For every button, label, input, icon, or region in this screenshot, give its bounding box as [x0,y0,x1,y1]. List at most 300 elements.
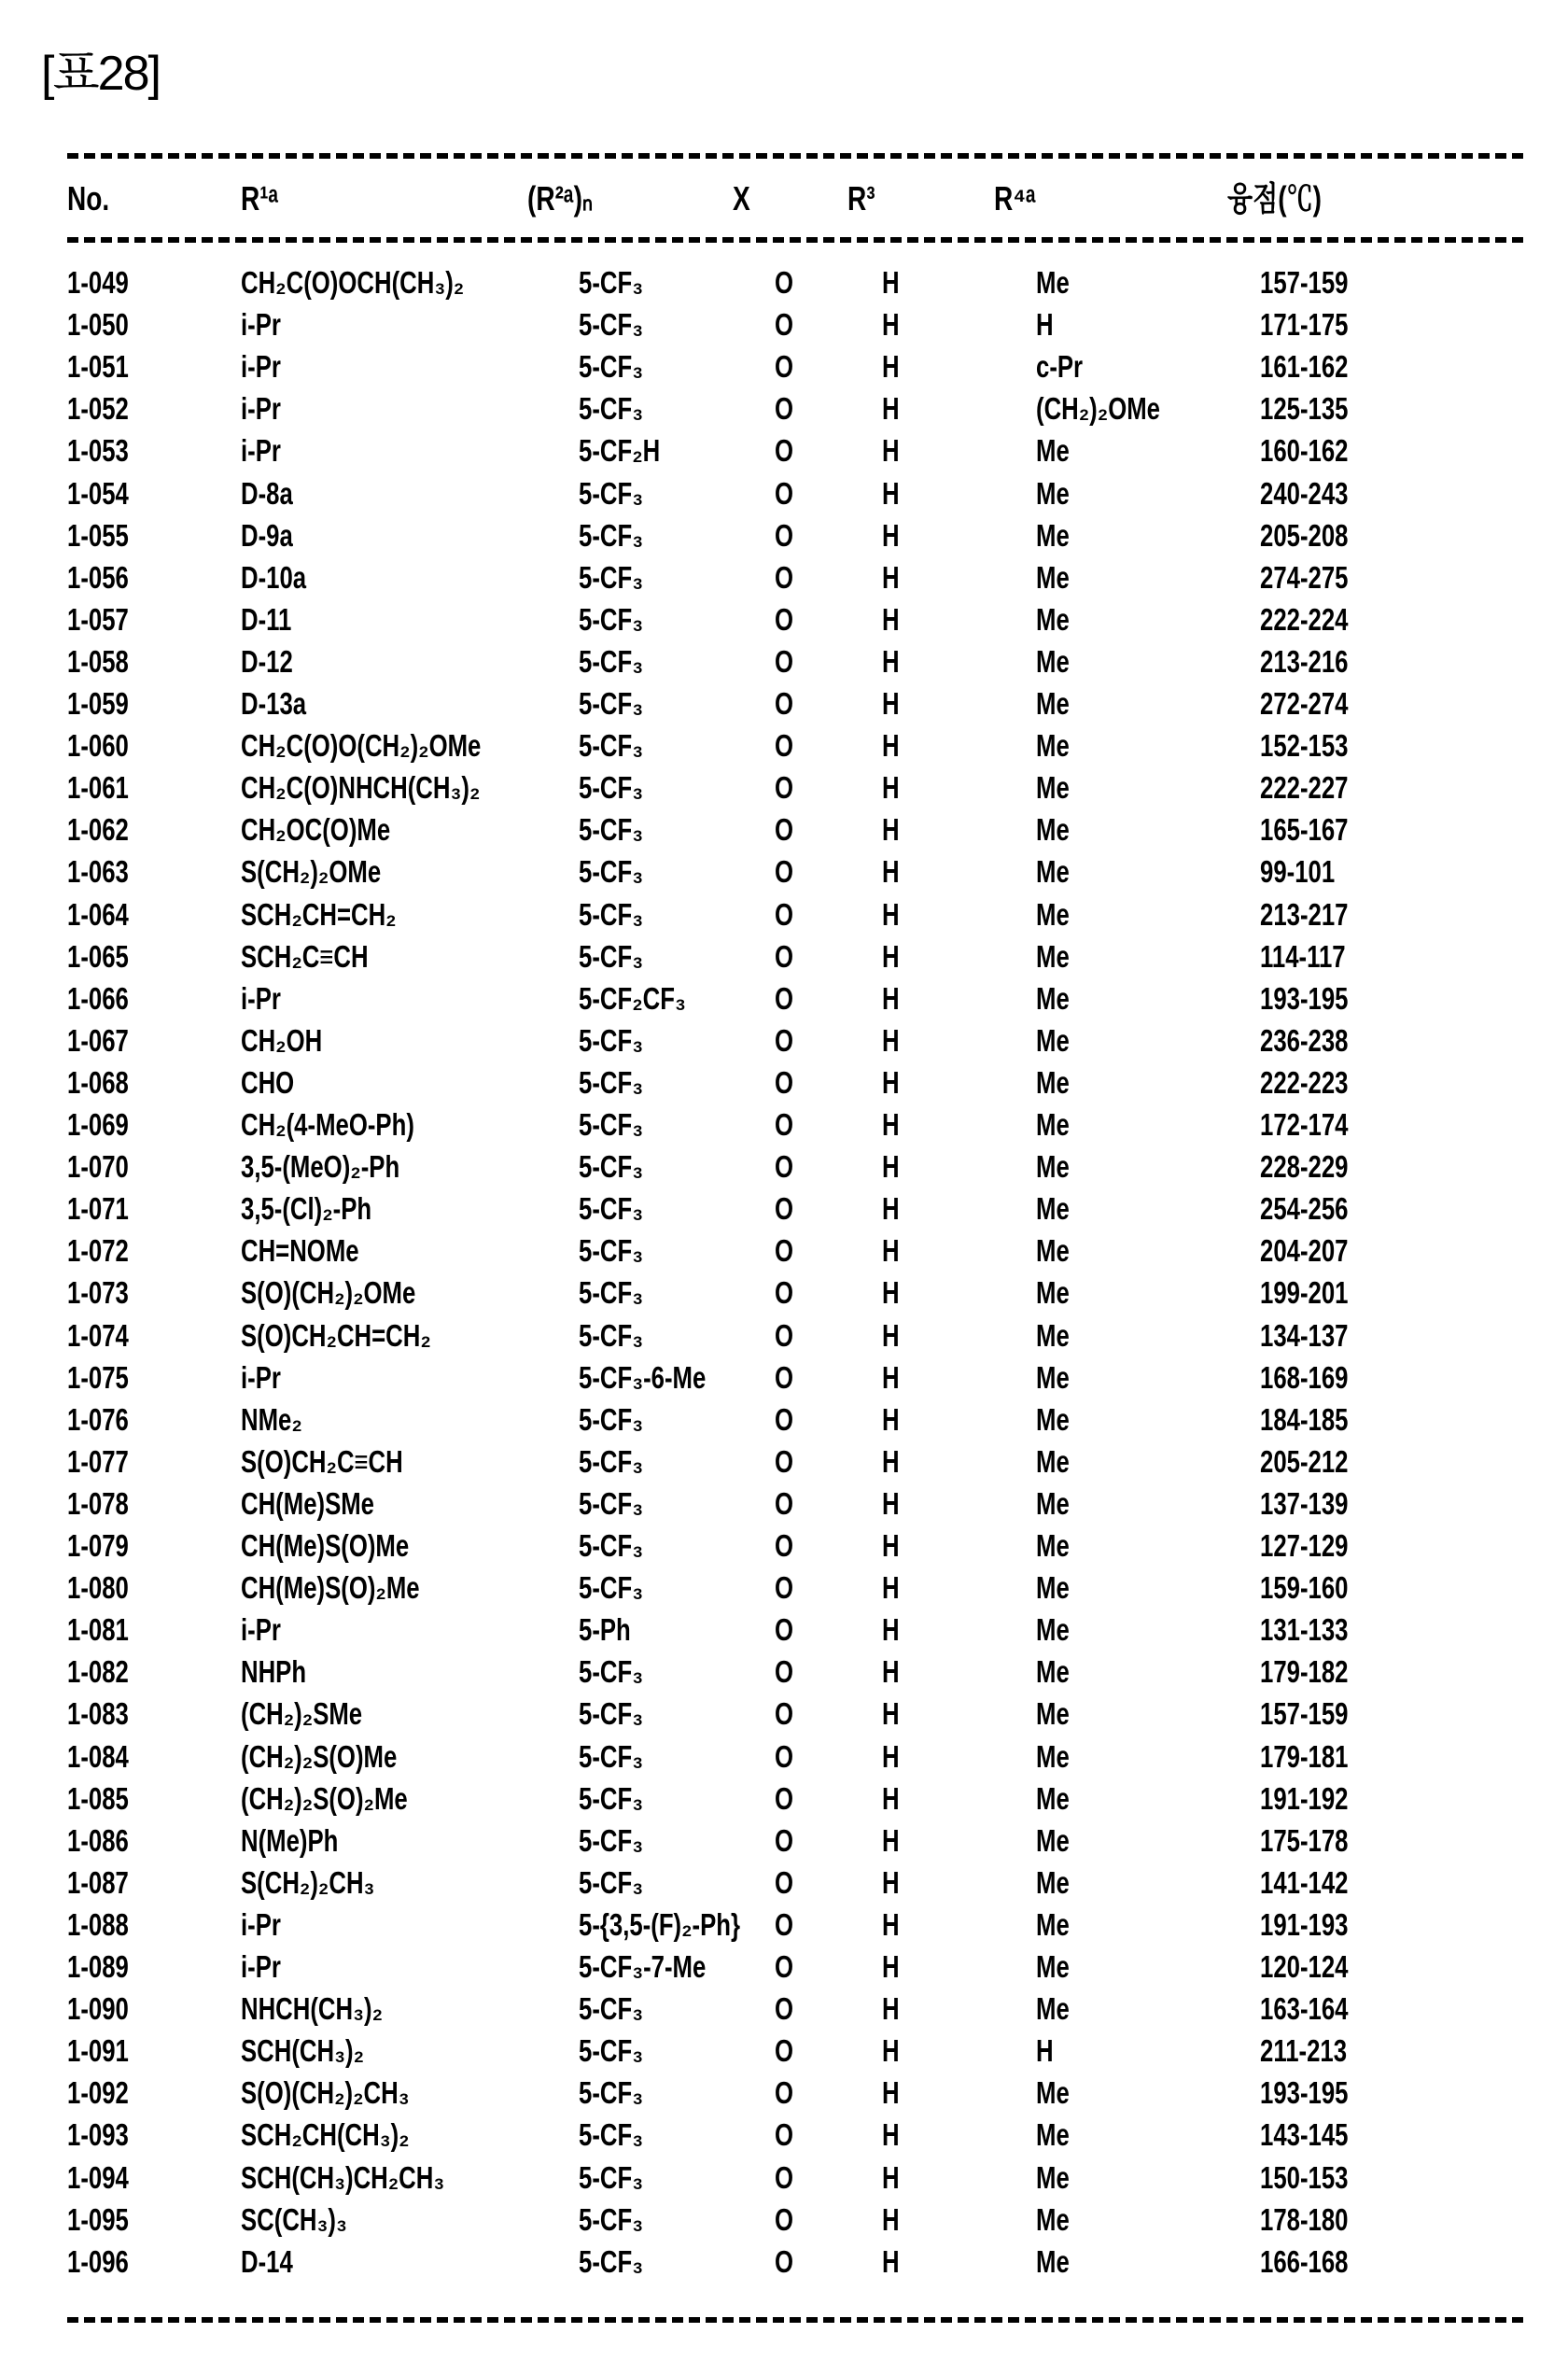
cell-melting-point: 166-168 [1260,2241,1348,2283]
cell-r3: H [882,1272,900,1314]
cell-no: 1-080 [67,1567,129,1609]
cell-r4a: Me [1036,1145,1070,1188]
cell-x: O [775,640,793,682]
cell-r3: H [882,1483,900,1525]
cell-x: O [775,303,793,345]
cell-r3: H [882,1778,900,1820]
cell-no: 1-069 [67,1103,129,1145]
cell-r2a: 5-CF₃ [579,2241,643,2283]
cell-r2a: 5-CF₃ [579,1230,643,1272]
cell-r2a: 5-CF₃ [579,1061,643,1103]
cell-r1a: D-14 [241,2241,293,2283]
table-row [0,2157,1568,2199]
cell-r3: H [882,1356,900,1398]
cell-no: 1-085 [67,1778,129,1820]
cell-x: O [775,2241,793,2283]
cell-r2a: 5-CF₃ [579,1693,643,1735]
cell-r4a: Me [1036,640,1070,682]
cell-x: O [775,598,793,640]
table-row [0,893,1568,935]
cell-r2a: 5-CF₃ [579,2072,643,2114]
cell-no: 1-083 [67,1693,129,1735]
cell-melting-point: 222-227 [1260,766,1348,808]
cell-r4a: Me [1036,1272,1070,1314]
cell-r3: H [882,1609,900,1651]
cell-r3: H [882,1862,900,1904]
cell-r4a: Me [1036,598,1070,640]
cell-melting-point: 137-139 [1260,1483,1348,1525]
cell-no: 1-058 [67,640,129,682]
table-row [0,1736,1568,1778]
cell-r1a: D-9a [241,514,293,556]
cell-r1a: (CH₂)₂SMe [241,1693,362,1735]
cell-x: O [775,2199,793,2241]
table-row [0,1061,1568,1103]
cell-melting-point: 161-162 [1260,345,1348,387]
cell-x: O [775,935,793,977]
cell-melting-point: 165-167 [1260,808,1348,850]
cell-r2a: 5-CF₃ [579,682,643,724]
cell-r2a: 5-CF₂CF₃ [579,977,686,1019]
cell-no: 1-057 [67,598,129,640]
cell-r3: H [882,429,900,471]
cell-r1a: CH₂(4-MeO-Ph) [241,1103,414,1145]
cell-r4a: Me [1036,682,1070,724]
cell-r2a: 5-CF₃ [579,724,643,766]
cell-x: O [775,1061,793,1103]
cell-r4a: Me [1036,2157,1070,2199]
cell-r2a: 5-CF₃ [579,1398,643,1440]
cell-melting-point: 157-159 [1260,261,1348,303]
header-r3: R³ [847,177,875,219]
cell-r4a: Me [1036,2199,1070,2241]
table-row [0,1440,1568,1483]
cell-melting-point: 120-124 [1260,1946,1348,1988]
table-row [0,1272,1568,1314]
cell-no: 1-091 [67,2030,129,2072]
table-row [0,429,1568,471]
cell-no: 1-094 [67,2157,129,2199]
cell-r4a: Me [1036,2241,1070,2283]
cell-r3: H [882,2072,900,2114]
cell-melting-point: 127-129 [1260,1525,1348,1567]
table-row [0,387,1568,429]
cell-r3: H [882,387,900,429]
cell-no: 1-079 [67,1525,129,1567]
cell-r4a: Me [1036,1314,1070,1356]
cell-r2a: 5-CF₃ [579,1651,643,1693]
cell-r2a: 5-CF₃ [579,387,643,429]
cell-x: O [775,1651,793,1693]
cell-x: O [775,1862,793,1904]
cell-no: 1-071 [67,1188,129,1230]
cell-r2a: 5-CF₃ [579,640,643,682]
cell-r2a: 5-{3,5-(F)₂-Ph} [579,1904,740,1946]
cell-r4a: Me [1036,261,1070,303]
cell-no: 1-074 [67,1314,129,1356]
cell-r2a: 5-CF₃ [579,1440,643,1483]
cell-r1a: CH(Me)S(O)₂Me [241,1567,420,1609]
header-top-rule [67,153,1523,159]
cell-x: O [775,387,793,429]
table-row [0,977,1568,1019]
cell-r3: H [882,472,900,514]
cell-r4a: Me [1036,1398,1070,1440]
cell-r2a: 5-CF₃ [579,808,643,850]
cell-r2a: 5-CF₃ [579,303,643,345]
cell-no: 1-049 [67,261,129,303]
cell-r3: H [882,808,900,850]
cell-r1a: D-8a [241,472,293,514]
cell-x: O [775,1019,793,1061]
cell-x: O [775,724,793,766]
cell-r1a: i-Pr [241,1946,281,1988]
cell-melting-point: 274-275 [1260,556,1348,598]
cell-r2a: 5-CF₃ [579,1145,643,1188]
table-row [0,850,1568,892]
cell-melting-point: 125-135 [1260,387,1348,429]
cell-melting-point: 191-193 [1260,1904,1348,1946]
cell-r1a: i-Pr [241,303,281,345]
cell-r3: H [882,1398,900,1440]
cell-x: O [775,977,793,1019]
cell-x: O [775,1356,793,1398]
cell-no: 1-073 [67,1272,129,1314]
cell-r2a: 5-CF₃ [579,556,643,598]
table-row [0,1693,1568,1735]
cell-melting-point: 254-256 [1260,1188,1348,1230]
cell-x: O [775,2114,793,2156]
table-row [0,1820,1568,1862]
cell-no: 1-088 [67,1904,129,1946]
cell-x: O [775,1609,793,1651]
cell-x: O [775,1525,793,1567]
cell-melting-point: 150-153 [1260,2157,1348,2199]
cell-r4a: Me [1036,1356,1070,1398]
cell-melting-point: 213-216 [1260,640,1348,682]
cell-r1a: CH₂C(O)NHCH(CH₃)₂ [241,766,480,808]
header-x: X [733,177,750,219]
cell-melting-point: 222-223 [1260,1061,1348,1103]
cell-r4a: Me [1036,1483,1070,1525]
cell-r3: H [882,850,900,892]
cell-x: O [775,1398,793,1440]
cell-r1a: SCH(CH₃)₂ [241,2030,364,2072]
cell-r1a: NHPh [241,1651,306,1693]
cell-r1a: D-10a [241,556,306,598]
cell-r4a: Me [1036,1440,1070,1483]
cell-r3: H [882,893,900,935]
cell-r2a: 5-CF₃ [579,2157,643,2199]
cell-no: 1-062 [67,808,129,850]
cell-no: 1-089 [67,1946,129,1988]
cell-melting-point: 134-137 [1260,1314,1348,1356]
cell-no: 1-056 [67,556,129,598]
cell-no: 1-067 [67,1019,129,1061]
cell-r1a: SCH₂CH=CH₂ [241,893,397,935]
cell-x: O [775,1103,793,1145]
cell-no: 1-053 [67,429,129,471]
cell-r2a: 5-CF₃ [579,1103,643,1145]
cell-x: O [775,1904,793,1946]
cell-r4a: Me [1036,1904,1070,1946]
cell-melting-point: 160-162 [1260,429,1348,471]
cell-r4a: Me [1036,556,1070,598]
cell-no: 1-052 [67,387,129,429]
cell-melting-point: 211-213 [1260,2030,1347,2072]
cell-r1a: S(O)CH₂C≡CH [241,1440,403,1483]
cell-r2a: 5-CF₃ [579,1483,643,1525]
cell-x: O [775,1988,793,2030]
cell-r3: H [882,2157,900,2199]
cell-melting-point: 199-201 [1260,1272,1348,1314]
cell-r2a: 5-CF₃ [579,1820,643,1862]
cell-melting-point: 143-145 [1260,2114,1348,2156]
cell-r4a: Me [1036,1651,1070,1693]
cell-melting-point: 205-208 [1260,514,1348,556]
cell-melting-point: 131-133 [1260,1609,1348,1651]
table-row [0,1103,1568,1145]
cell-no: 1-084 [67,1736,129,1778]
cell-r3: H [882,1230,900,1272]
cell-r4a: Me [1036,1778,1070,1820]
cell-x: O [775,1188,793,1230]
cell-r3: H [882,1736,900,1778]
cell-r4a: Me [1036,1820,1070,1862]
table-row [0,724,1568,766]
cell-r1a: D-12 [241,640,293,682]
cell-r3: H [882,1693,900,1735]
cell-r3: H [882,1145,900,1188]
cell-r1a: SCH₂C≡CH [241,935,369,977]
cell-r3: H [882,682,900,724]
cell-x: O [775,2030,793,2072]
table-row [0,303,1568,345]
cell-r4a: Me [1036,893,1070,935]
cell-melting-point: 114-117 [1260,935,1346,977]
cell-x: O [775,1314,793,1356]
cell-melting-point: 236-238 [1260,1019,1348,1061]
cell-r4a: Me [1036,1103,1070,1145]
cell-r3: H [882,2199,900,2241]
cell-no: 1-068 [67,1061,129,1103]
cell-r2a: 5-CF₃ [579,1567,643,1609]
table-row [0,1145,1568,1188]
cell-r3: H [882,261,900,303]
cell-no: 1-072 [67,1230,129,1272]
cell-r4a: Me [1036,1525,1070,1567]
cell-x: O [775,514,793,556]
cell-r1a: i-Pr [241,1609,281,1651]
table-row [0,1525,1568,1567]
cell-r4a: Me [1036,1988,1070,2030]
cell-r3: H [882,556,900,598]
table-bottom-rule [67,2317,1523,2323]
cell-r1a: S(CH₂)₂OMe [241,850,381,892]
cell-x: O [775,345,793,387]
cell-no: 1-063 [67,850,129,892]
cell-r3: H [882,1946,900,1988]
cell-r3: H [882,345,900,387]
cell-r1a: i-Pr [241,429,281,471]
cell-r1a: 3,5-(Cl)₂-Ph [241,1188,371,1230]
cell-r2a: 5-CF₃ [579,2114,643,2156]
cell-r1a: S(O)CH₂CH=CH₂ [241,1314,431,1356]
cell-melting-point: 178-180 [1260,2199,1348,2241]
table-row [0,1904,1568,1946]
cell-r4a: Me [1036,429,1070,471]
cell-r3: H [882,1567,900,1609]
table-row [0,1862,1568,1904]
cell-r3: H [882,1314,900,1356]
cell-r3: H [882,1188,900,1230]
cell-r3: H [882,724,900,766]
cell-r3: H [882,1820,900,1862]
cell-r2a: 5-CF₃ [579,2030,643,2072]
cell-r3: H [882,1904,900,1946]
cell-r3: H [882,1103,900,1145]
cell-no: 1-055 [67,514,129,556]
table-row [0,1314,1568,1356]
cell-no: 1-092 [67,2072,129,2114]
table-row [0,345,1568,387]
table-row [0,2030,1568,2072]
cell-r2a: 5-CF₃ [579,261,643,303]
cell-no: 1-060 [67,724,129,766]
cell-r1a: S(CH₂)₂CH₃ [241,1862,374,1904]
cell-r3: H [882,1651,900,1693]
cell-melting-point: 240-243 [1260,472,1348,514]
table-row [0,472,1568,514]
cell-r3: H [882,1061,900,1103]
cell-no: 1-081 [67,1609,129,1651]
table-title: [표28] [41,34,160,104]
cell-melting-point: 184-185 [1260,1398,1348,1440]
table-row [0,1946,1568,1988]
cell-melting-point: 272-274 [1260,682,1348,724]
cell-r4a: Me [1036,1188,1070,1230]
cell-r2a: 5-CF₃ [579,1314,643,1356]
table-row [0,1398,1568,1440]
cell-x: O [775,808,793,850]
cell-r3: H [882,514,900,556]
cell-no: 1-087 [67,1862,129,1904]
cell-r3: H [882,766,900,808]
cell-r2a: 5-CF₃ [579,2199,643,2241]
cell-r4a: H [1036,303,1054,345]
cell-r2a: 5-CF₃ [579,1988,643,2030]
cell-no: 1-075 [67,1356,129,1398]
cell-no: 1-064 [67,893,129,935]
cell-r1a: CH(Me)S(O)Me [241,1525,409,1567]
cell-r2a: 5-CF₃ [579,1862,643,1904]
cell-no: 1-078 [67,1483,129,1525]
cell-x: O [775,766,793,808]
cell-x: O [775,1440,793,1483]
cell-melting-point: 159-160 [1260,1567,1348,1609]
cell-x: O [775,1778,793,1820]
cell-no: 1-076 [67,1398,129,1440]
table-row [0,1019,1568,1061]
cell-r3: H [882,2030,900,2072]
cell-r1a: CH₂C(O)OCH(CH₃)₂ [241,261,464,303]
header-no: No. [67,177,109,219]
cell-r1a: i-Pr [241,345,281,387]
cell-r2a: 5-CF₃ [579,1525,643,1567]
cell-r1a: NHCH(CH₃)₂ [241,1988,383,2030]
cell-x: O [775,850,793,892]
cell-no: 1-061 [67,766,129,808]
cell-melting-point: 157-159 [1260,1693,1348,1735]
cell-no: 1-095 [67,2199,129,2241]
cell-r1a: D-13a [241,682,306,724]
cell-x: O [775,1567,793,1609]
cell-r1a: i-Pr [241,1904,281,1946]
cell-r1a: i-Pr [241,387,281,429]
cell-x: O [775,1736,793,1778]
cell-r2a: 5-CF₃ [579,935,643,977]
table-row [0,2199,1568,2241]
cell-r2a: 5-CF₃ [579,345,643,387]
cell-r1a: NMe₂ [241,1398,302,1440]
cell-x: O [775,893,793,935]
table-row [0,2241,1568,2283]
cell-x: O [775,556,793,598]
cell-melting-point: 213-217 [1260,893,1348,935]
header-bottom-rule [67,237,1523,243]
cell-r1a: CH₂C(O)O(CH₂)₂OMe [241,724,481,766]
table-row [0,640,1568,682]
cell-no: 1-065 [67,935,129,977]
cell-no: 1-086 [67,1820,129,1862]
cell-melting-point: 172-174 [1260,1103,1348,1145]
header-r4a: R⁴ᵃ [994,177,1036,219]
cell-r4a: Me [1036,1230,1070,1272]
cell-melting-point: 175-178 [1260,1820,1348,1862]
cell-r2a: 5-CF₃ [579,850,643,892]
cell-r2a: 5-Ph [579,1609,631,1651]
cell-no: 1-070 [67,1145,129,1188]
cell-melting-point: 204-207 [1260,1230,1348,1272]
cell-x: O [775,1145,793,1188]
table-row [0,2072,1568,2114]
cell-r1a: (CH₂)₂S(O)₂Me [241,1778,408,1820]
cell-x: O [775,2072,793,2114]
cell-r4a: Me [1036,2114,1070,2156]
cell-r3: H [882,1440,900,1483]
cell-r1a: D-11 [241,598,291,640]
cell-r4a: c-Pr [1036,345,1083,387]
cell-r4a: Me [1036,1693,1070,1735]
cell-r1a: SC(CH₃)₃ [241,2199,347,2241]
table-row [0,1651,1568,1693]
cell-melting-point: 205-212 [1260,1440,1348,1483]
cell-x: O [775,261,793,303]
cell-r3: H [882,977,900,1019]
cell-melting-point: 228-229 [1260,1145,1348,1188]
cell-r2a: 5-CF₂H [579,429,660,471]
cell-r4a: Me [1036,850,1070,892]
cell-no: 1-051 [67,345,129,387]
cell-r3: H [882,1525,900,1567]
cell-r1a: (CH₂)₂S(O)Me [241,1736,397,1778]
cell-r1a: S(O)(CH₂)₂OMe [241,1272,415,1314]
cell-r3: H [882,1019,900,1061]
cell-melting-point: 168-169 [1260,1356,1348,1398]
cell-x: O [775,472,793,514]
cell-melting-point: 171-175 [1260,303,1348,345]
cell-melting-point: 141-142 [1260,1862,1348,1904]
